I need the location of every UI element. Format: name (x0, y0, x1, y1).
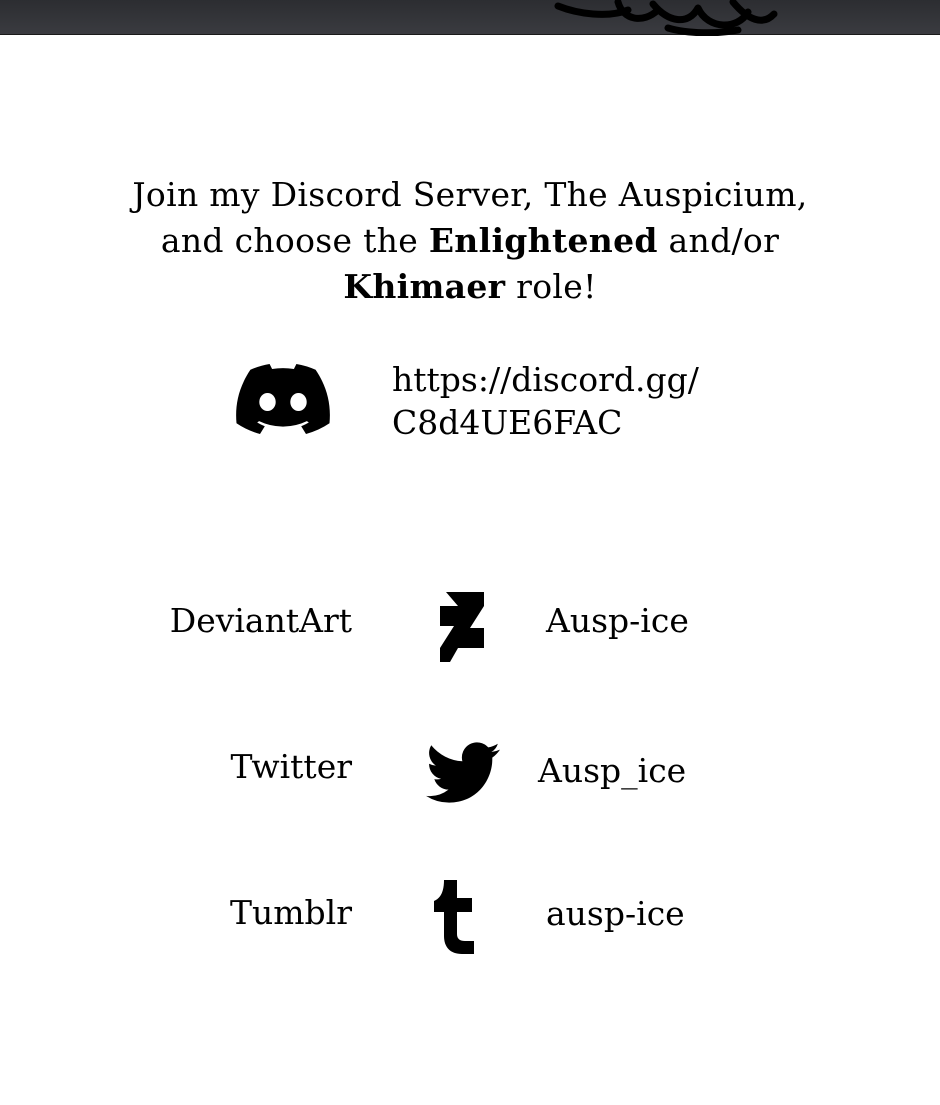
deviantart-handle[interactable]: Ausp-ice (546, 601, 689, 640)
deviantart-label: DeviantArt (169, 601, 352, 640)
enlightened-role: Enlightened (428, 221, 658, 260)
khimaer-role: Khimaer (343, 267, 506, 306)
discord-invite-text (120, 172, 820, 310)
discord-link-line-1: https://discord.gg/ (392, 360, 699, 399)
tumblr-icon (432, 880, 478, 954)
invite-line-2: and choose the Enlightened and/or (160, 221, 780, 260)
twitter-handle[interactable]: Ausp_ice (538, 751, 687, 790)
discord-invite-link[interactable] (392, 358, 722, 444)
scribble-drawing (548, 0, 780, 36)
tumblr-handle[interactable]: ausp-ice (546, 894, 685, 933)
invite-line-3: Khimaer role! (343, 267, 597, 306)
deviantart-icon (436, 592, 484, 662)
invite-line-1: Join my Discord Server, The Auspicium, (132, 175, 808, 214)
top-bar (0, 0, 940, 35)
twitter-icon (426, 742, 500, 804)
tumblr-label: Tumblr (229, 893, 352, 932)
discord-link-line-2: C8d4UE6FAC (392, 403, 623, 442)
discord-icon (236, 364, 330, 434)
twitter-label: Twitter (230, 747, 352, 786)
